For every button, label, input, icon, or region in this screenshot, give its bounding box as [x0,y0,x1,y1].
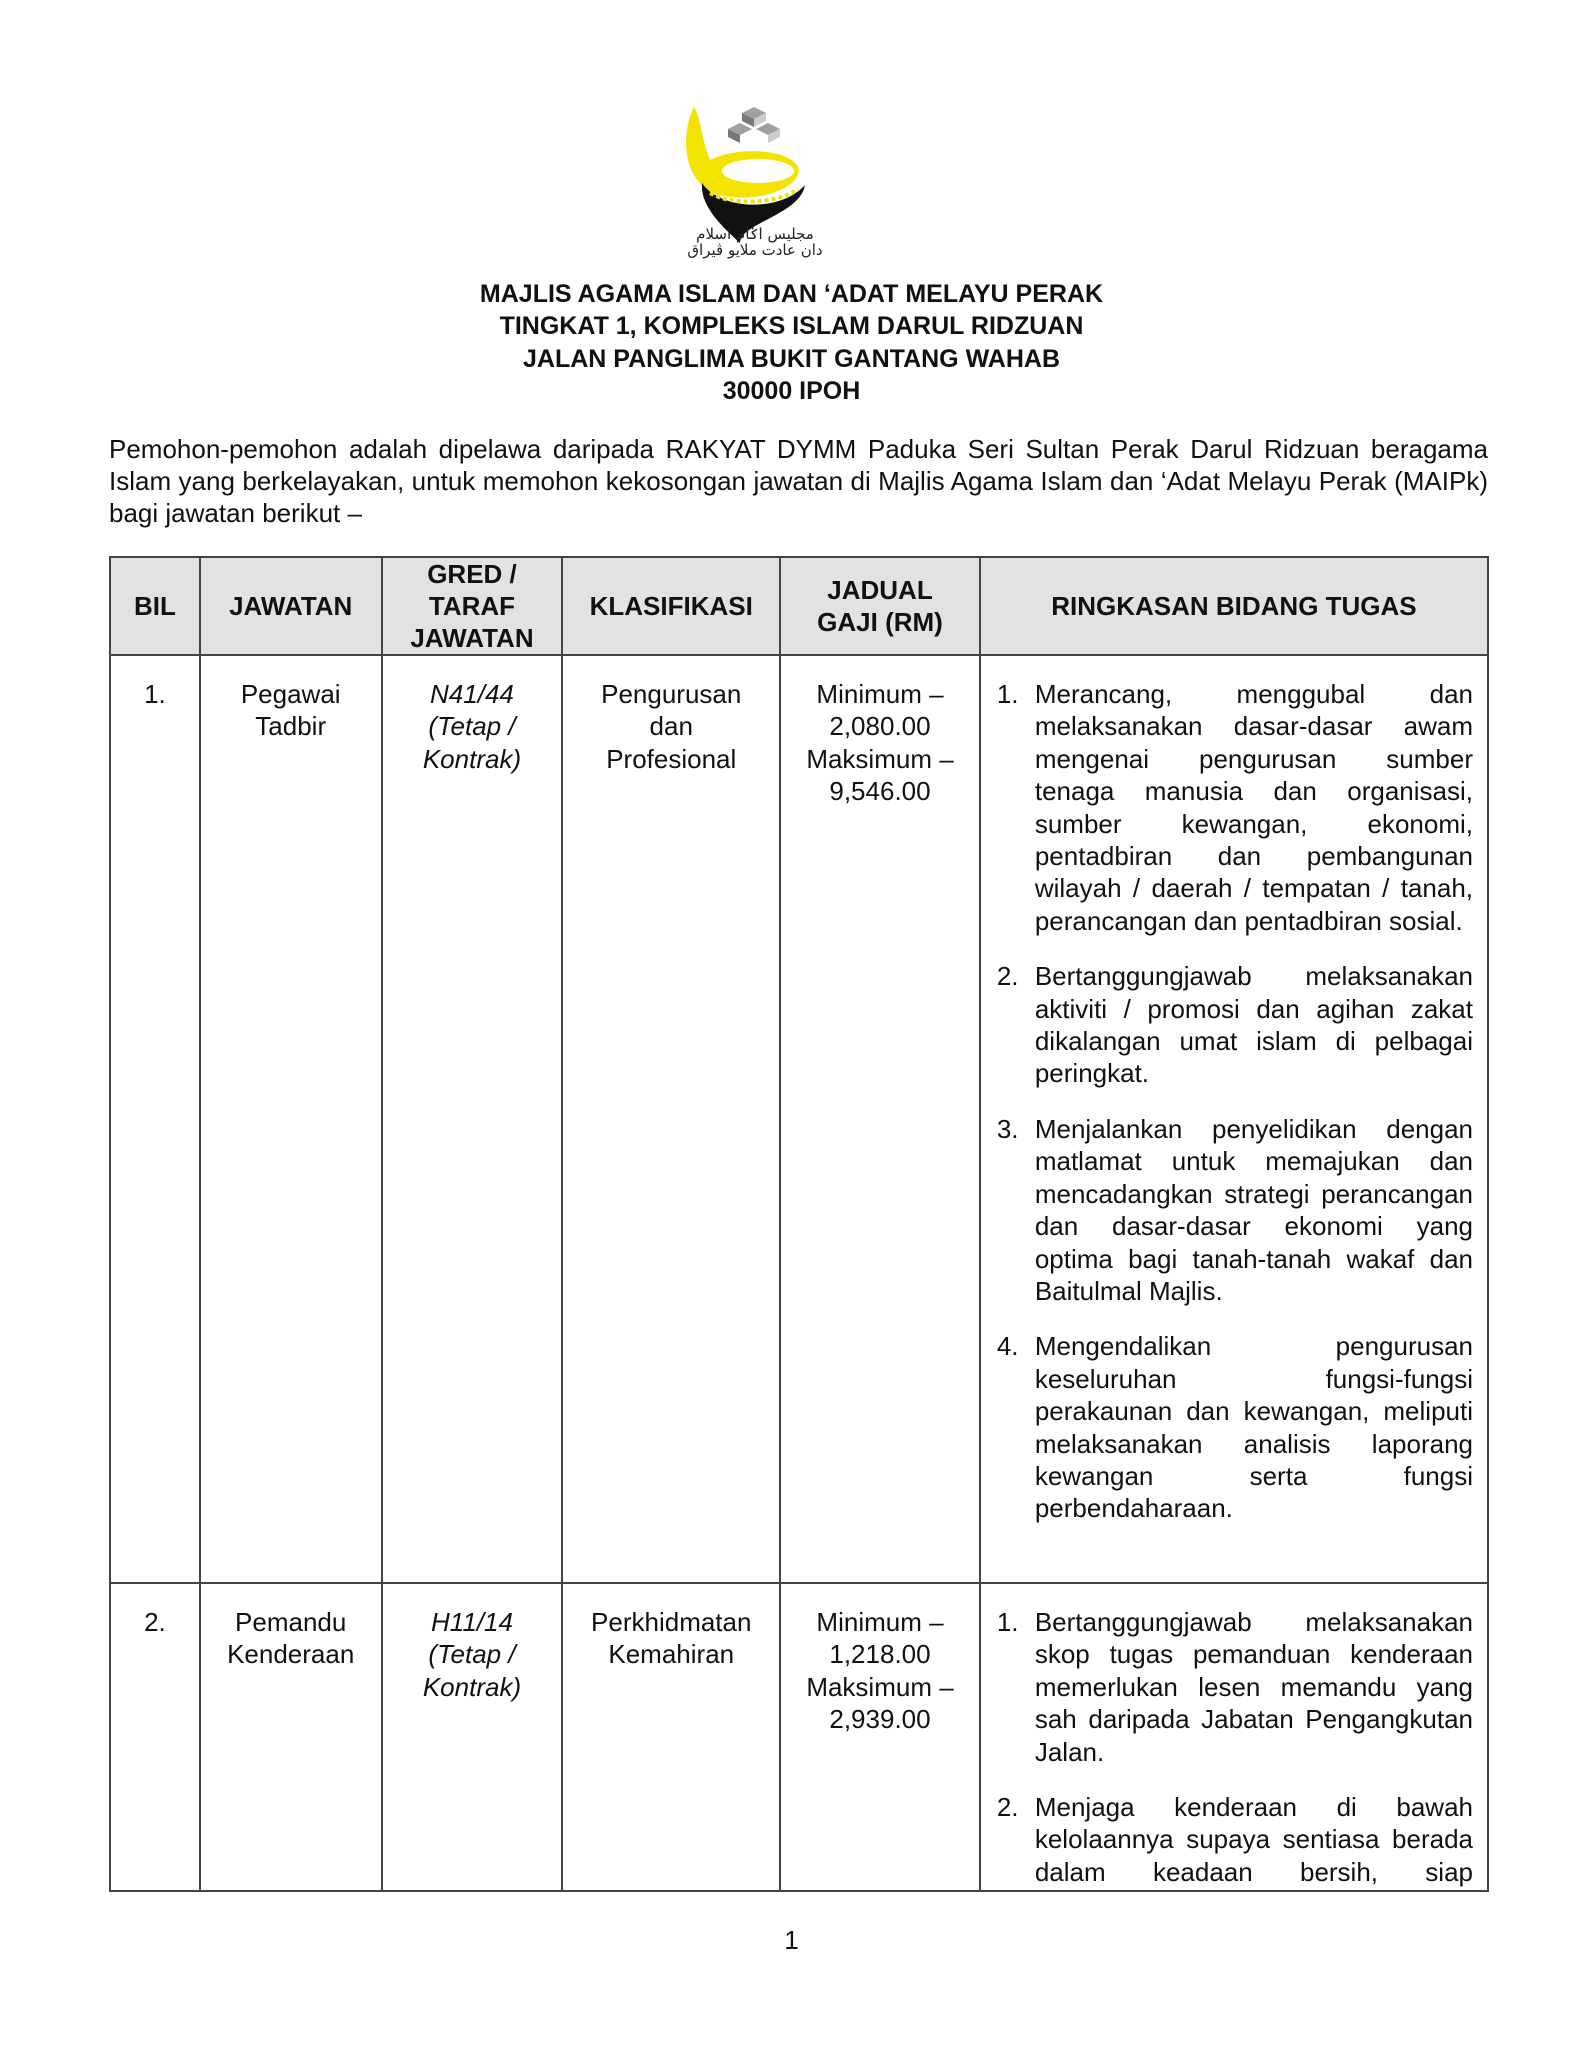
task-number: 1. [996,1607,1019,1637]
gred-line: N41/44 [430,679,514,709]
task-item [997,960,1473,1090]
logo-text-line1: مجليس اݢام اسلام [696,225,814,243]
organization-header [0,278,1583,408]
header-bil: BIL [110,557,200,655]
task-text: Menjaga kenderaan di bawah kelolaannya supaya sentiasa berada dalam keadaan bersih, siap [1034,1792,1473,1887]
task-number: 2. [996,1792,1019,1823]
task-text: Bertanggungjawab melaksanakan aktiviti / promosi dan agihan zakat dikalangan umat islam di pelbagai peringkat. [1034,961,1473,1089]
logo-arabic-text [675,226,835,258]
cell-gred [382,1583,563,1891]
header-jawatan: JAWATAN [200,557,382,655]
gred-line: (Tetap / [428,711,516,742]
gaji-line: 9,546.00 [829,776,931,807]
jawatan-line: Pemandu [235,1607,347,1637]
header-gred-line: TARAF [428,591,516,621]
cell-jawatan [200,655,382,1583]
header-line: JALAN PANGLIMA BUKIT GANTANG WAHAB [523,344,1060,373]
vacancy-table [109,556,1489,1892]
header-gred-line: JAWATAN [410,623,534,653]
task-item [997,1791,1473,1888]
jawatan-line: Tadbir [255,711,327,742]
task-number: 4. [996,1331,1019,1362]
jawatan-line: Kenderaan [227,1639,355,1670]
cell-gaji [780,1583,980,1891]
task-list [997,678,1473,1525]
header-gred-line: GRED / [427,559,517,589]
task-text: Bertanggungjawab melaksanakan skop tugas pemanduan kenderaan memerlukan lesen memandu yang sah daripada Jabatan Pengangkutan Jalan. [1034,1607,1473,1767]
task-number: 2. [996,961,1019,992]
intro-paragraph: Pemohon-pemohon adalah dipelawa daripada RAKYAT DYMM Paduka Seri Sultan Perak Darul Ridzuan beragama Islam yang berkelayakan, untuk memohon kekosongan jawatan di Majlis Agama Islam dan ‘Adat Melayu Perak (MAIPk) bagi jawatan berikut – [109,434,1488,528]
cell-jawatan [200,1583,382,1891]
header-gaji-line: GAJI (RM) [817,607,943,637]
gaji-line: Maksimum – [806,743,954,774]
klas-line: dan [649,711,693,742]
task-number: 1. [996,679,1019,709]
gred-line: H11/14 [431,1607,513,1637]
klas-line: Pengurusan [601,679,742,709]
header-klasifikasi: KLASIFIKASI [562,557,780,655]
header-line: TINGKAT 1, KOMPLEKS ISLAM DARUL RIDZUAN [499,312,1084,341]
gaji-line: Minimum – [816,679,944,709]
gaji-line: 2,939.00 [829,1704,931,1735]
header-line: 30000 IPOH [722,377,861,406]
gred-line: (Tetap / [428,1639,516,1670]
klas-line: Profesional [606,743,737,774]
gaji-line: Minimum – [816,1607,944,1637]
task-item [997,1606,1473,1768]
cell-bil: 1. [110,655,200,1583]
gred-line: Kontrak) [422,1671,522,1702]
task-number: 3. [996,1113,1019,1144]
cell-bil: 2. [110,1583,200,1891]
cell-klasifikasi [562,1583,780,1891]
cell-tugas [980,1583,1488,1891]
table-row [110,1583,1488,1891]
table-row [110,655,1488,1583]
page-number: 1 [784,1925,799,1955]
gaji-line: 1,218.00 [829,1639,931,1670]
gred-line: Kontrak) [422,743,522,774]
task-list [997,1606,1473,1888]
task-item [997,1330,1473,1524]
cell-klasifikasi [562,655,780,1583]
header-line: MAJLIS AGAMA ISLAM DAN ‘ADAT MELAYU PERAK [479,280,1104,308]
task-text: Mengendalikan pengurusan keseluruhan fungsi-fungsi perakaunan dan kewangan, meliputi melaksanakan analisis laporang kewangan serta fungsi perbendaharaan. [1034,1331,1473,1524]
cell-gaji [780,655,980,1583]
task-item [997,678,1473,937]
logo-blocks-icon [728,107,780,143]
table-header-row [110,557,1488,655]
cell-gred [382,655,563,1583]
task-item [997,1113,1473,1307]
header-tugas: RINGKASAN BIDANG TUGAS [980,557,1488,655]
klas-line: Perkhidmatan [591,1607,752,1637]
jawatan-line: Pegawai [240,679,341,709]
klas-line: Kemahiran [608,1639,735,1670]
cell-tugas [980,655,1488,1583]
task-text: Merancang, menggubal dan melaksanakan dasar-dasar awam mengenai pengurusan sumber tenaga manusia dan organisasi, sumber kewangan, ekonomi, pentadbiran dan pembangunan wilayah / daerah / tempatan / tanah, perancangan dan pentadbiran sosial. [1034,679,1473,936]
task-text: Menjalankan penyelidikan dengan matlamat untuk memajukan dan mencadangkan strategi perancangan dan dasar-dasar ekonomi yang optima bagi tanah-tanah wakaf dan Baitulmal Majlis. [1034,1113,1473,1306]
logo-text-line2: دان عادت ملايو ڤيراق [687,241,823,259]
header-gred [382,557,563,655]
header-gaji [780,557,980,655]
gaji-line: 2,080.00 [829,711,931,742]
header-gaji-line: JADUAL [827,575,933,605]
gaji-line: Maksimum – [806,1671,954,1702]
